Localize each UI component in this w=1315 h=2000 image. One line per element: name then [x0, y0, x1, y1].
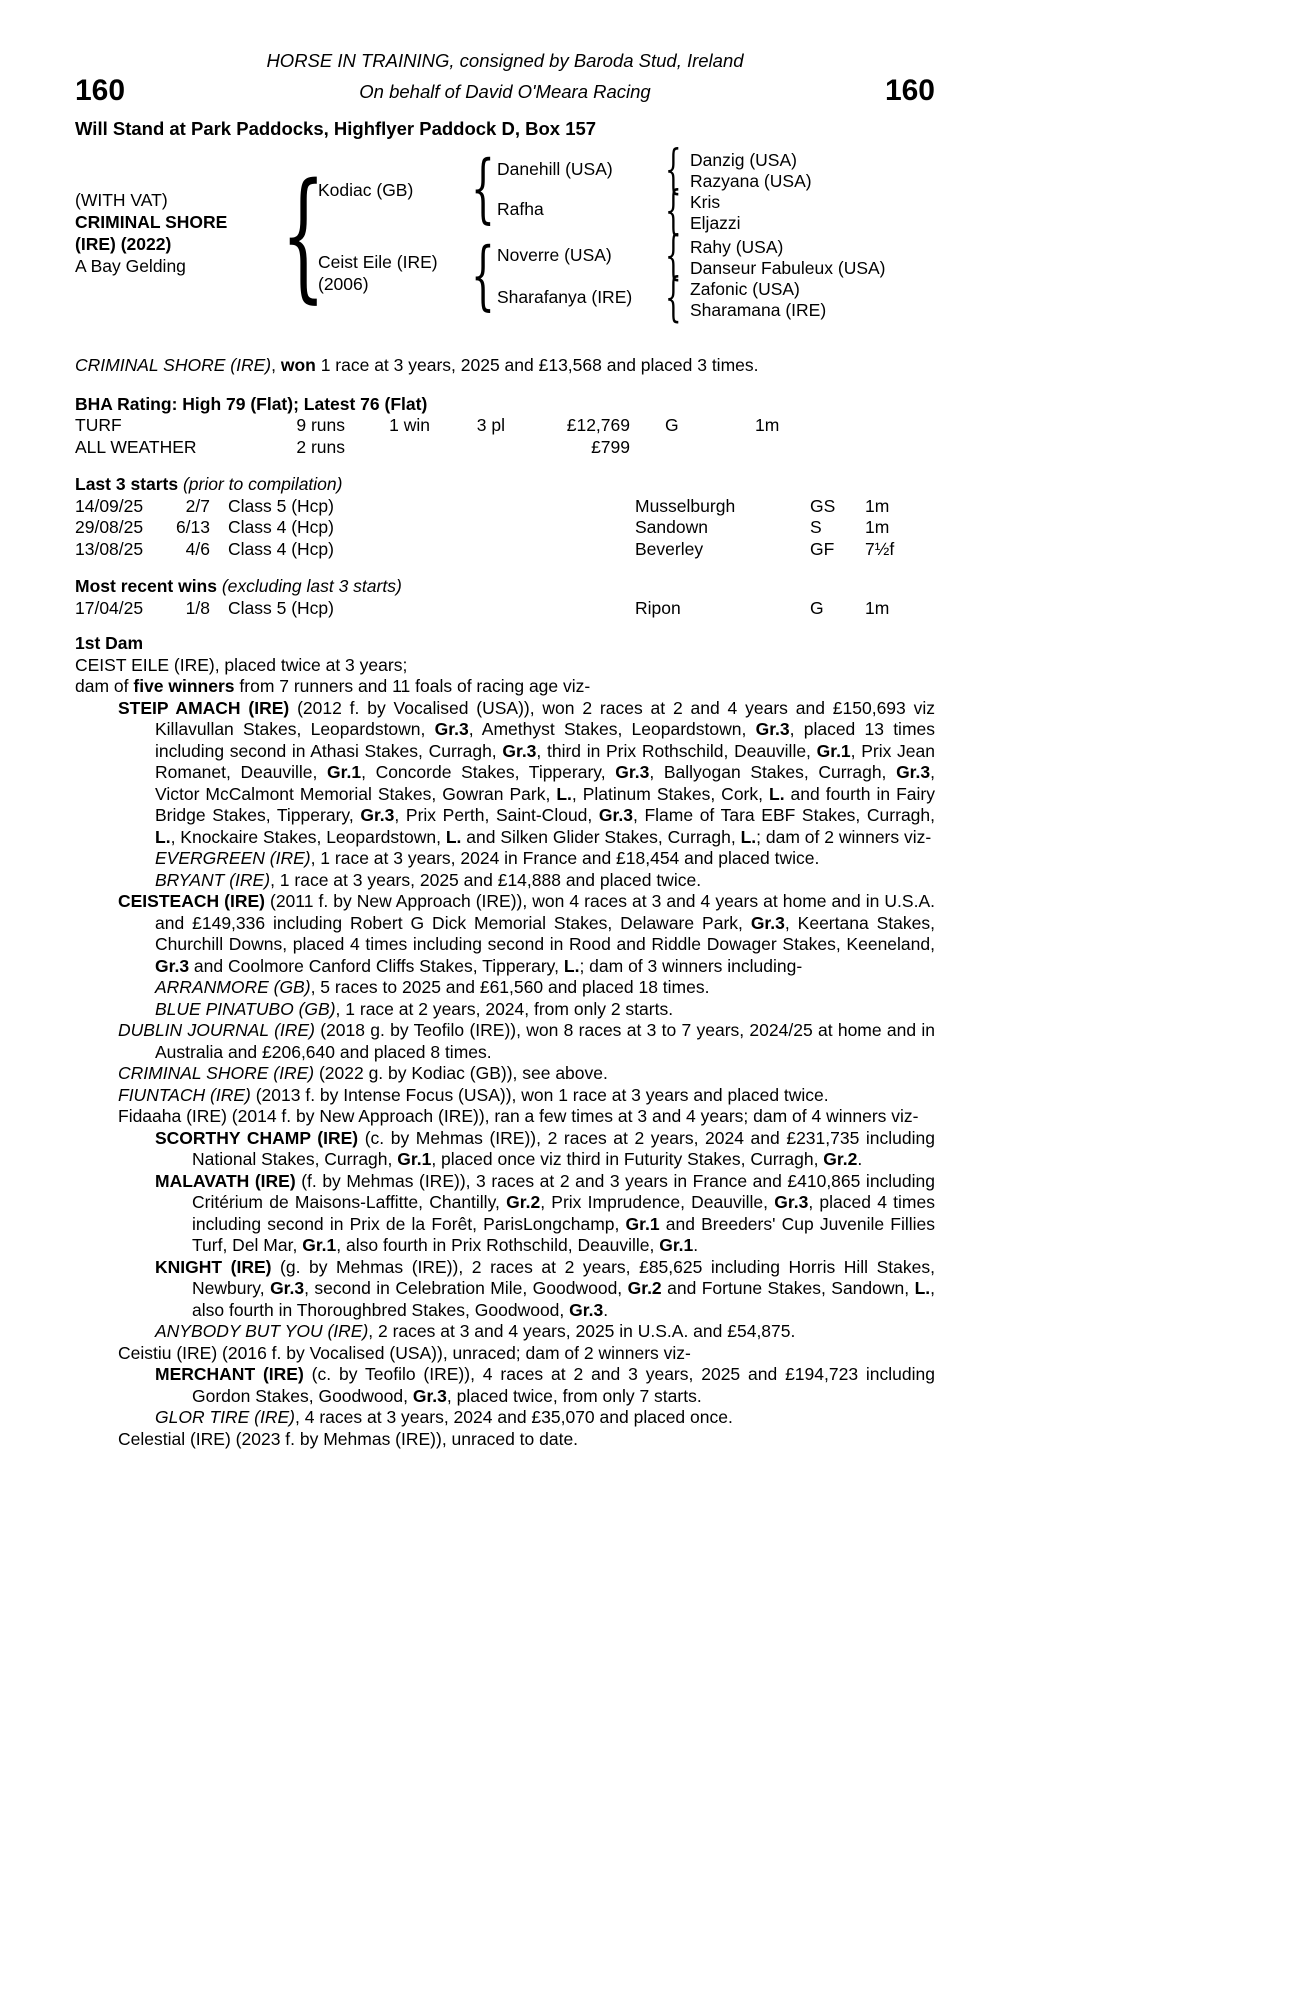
horse-name: CRIMINAL SHORE: [75, 212, 228, 232]
pedigree-ancestor: Danseur Fabuleux (USA): [690, 258, 886, 278]
heading-title: Most recent wins: [75, 576, 217, 596]
wins-value: 1 win: [389, 415, 430, 435]
dam-paragraph: Ceistiu (IRE) (2016 f. by Vocalised (USA)), unraced; dam of 2 winners viz-: [118, 1342, 691, 1363]
going-value: G: [665, 415, 679, 435]
sire-dam: Rafha: [497, 199, 544, 219]
wins-value: [345, 437, 430, 459]
most-recent-wins-heading: [75, 576, 935, 598]
on-behalf-line: On behalf of David O'Meara Racing: [359, 80, 651, 102]
surface-label: ALL WEATHER: [75, 436, 197, 457]
start-date: 29/08/25: [75, 517, 144, 537]
pedigree-ancestor: Zafonic (USA): [690, 279, 800, 299]
dam-paragraph: Celestial (IRE) (2023 f. by Mehmas (IRE)), unraced to date.: [118, 1428, 579, 1449]
earnings-value: £799: [591, 436, 630, 457]
first-dam-heading: 1st Dam: [75, 633, 144, 653]
pedigree-ancestor: Rahy (USA): [690, 237, 784, 257]
dam-paragraph: dam of five winners from 7 runners and 11 foals of racing age viz-: [75, 676, 591, 696]
horse-suffix-year: (IRE) (2022): [75, 234, 172, 254]
start-distance: 1m: [865, 495, 890, 516]
start-date: 14/09/25: [75, 495, 144, 516]
places-value: [430, 437, 505, 459]
start-row: [75, 496, 935, 518]
runs-value: 2 runs: [296, 436, 345, 457]
pedigree-ancestor: Danzig (USA): [690, 150, 797, 170]
dam-paragraph: FIUNTACH (IRE) (2013 f. by Intense Focus (USA)), won 1 race at 3 years and placed twice.: [118, 1084, 829, 1105]
record-row-all-weather: [75, 437, 935, 459]
start-row: [75, 539, 935, 561]
spacer: [210, 517, 228, 539]
dam-sire: Noverre (USA): [497, 245, 612, 265]
start-class: Class 5 (Hcp): [228, 597, 334, 618]
pedigree-ancestor: Sharamana (IRE): [690, 300, 827, 320]
distance-value: [755, 437, 935, 459]
distance-value: 1m: [755, 415, 780, 435]
earnings-value: £12,769: [566, 415, 630, 435]
start-position: 2/7: [185, 495, 210, 516]
start-going: G: [810, 597, 824, 618]
start-class: Class 4 (Hcp): [228, 538, 334, 559]
vat-note: (WITH VAT): [75, 190, 168, 210]
start-course: Ripon: [635, 597, 681, 618]
pedigree-ancestor: Razyana (USA): [690, 171, 812, 191]
start-distance: 7½f: [865, 538, 895, 559]
pedigree-ancestor: Eljazzi: [690, 213, 741, 233]
pedigree-ancestor: Kris: [690, 192, 721, 212]
sire-name: Kodiac (GB): [318, 180, 414, 200]
dam-paragraph: Fidaaha (IRE) (2014 f. by New Approach (IRE)), ran a few times at 3 and 4 years; dam of 4 winners viz-: [118, 1106, 919, 1126]
start-position: 4/6: [185, 538, 210, 559]
first-dam-pedigree-text: [75, 655, 935, 1451]
consignor-line: HORSE IN TRAINING, consigned by Baroda Stud, Ireland: [266, 50, 744, 71]
dam-paragraph: MERCHANT (IRE) (c. by Teofilo (IRE)), 4 races at 2 and 3 years, 2025 and £194,723 including Gordon Stakes, Goodwood, Gr.3, placed twice, from only 7 starts.: [155, 1364, 935, 1406]
dam-paragraph: SCORTHY CHAMP (IRE) (c. by Mehmas (IRE)), 2 races at 2 years, 2024 and £231,735 including National Stakes, Curragh, Gr.1, placed once viz third in Futurity Stakes, Curragh, Gr.2.: [155, 1127, 935, 1169]
spacer: [210, 539, 228, 561]
lot-row: [75, 74, 935, 112]
start-course: Musselburgh: [635, 495, 736, 516]
start-distance: 1m: [865, 517, 890, 537]
start-course: Beverley: [635, 538, 704, 559]
spacer: [630, 415, 665, 437]
dam-paragraph: BLUE PINATUBO (GB), 1 race at 2 years, 2024, from only 2 starts.: [155, 998, 674, 1019]
lot-number-left: 160: [75, 73, 126, 107]
catalogue-page: [75, 50, 935, 1450]
dam-dam: Sharafanya (IRE): [497, 287, 633, 307]
heading-subtitle: (prior to compilation): [178, 474, 343, 494]
heading-subtitle: (excluding last 3 starts): [216, 576, 402, 596]
places-value: 3 pl: [476, 415, 505, 435]
dam-paragraph: CEISTEACH (IRE) (2011 f. by New Approach (IRE)), won 4 races at 3 and 4 years at home and in U.S.A. and £149,336 including Robert G Dick Memorial Stakes, Delaware Park, Gr.3, Keertana Stakes, Churchill Downs, placed 4 times including second in Rood and Riddle Dowager Stakes, Keeneland, Gr.3 and Coolmore Canford Cliffs Stakes, Tipperary, L.; dam of 3 winners including-: [118, 891, 935, 976]
dam-paragraph: ARRANMORE (GB), 5 races to 2025 and £61,560 and placed 18 times.: [155, 977, 710, 997]
dam-paragraph: BRYANT (IRE), 1 race at 3 years, 2025 and £14,888 and placed twice.: [155, 869, 702, 890]
horse-description: A Bay Gelding: [75, 256, 186, 276]
last-3-starts-heading: [75, 474, 935, 496]
win-row: [75, 598, 935, 620]
runs-value: 9 runs: [296, 415, 345, 435]
start-course: Sandown: [635, 517, 708, 537]
start-position: 1/8: [185, 597, 210, 618]
start-row: [75, 517, 935, 539]
dam-paragraph: STEIP AMACH (IRE) (2012 f. by Vocalised (USA)), won 2 races at 2 and 4 years and £150,693 viz Killavullan Stakes, Leopardstown, Gr.3, Amethyst Stakes, Leopardstown, Gr.3, placed 13 times including second in Athasi Stakes, Curragh, Gr.3, third in Prix Rothschild, Deauville, Gr.1, Prix Jean Romanet, Deauville, Gr.1, Concorde Stakes, Tipperary, Gr.3, Ballyogan Stakes, Curragh, Gr.3, Victor McCalmont Memorial Stakes, Gowran Park, L., Platinum Stakes, Cork, L. and fourth in Fairy Bridge Stakes, Tipperary, Gr.3, Prix Perth, Saint-Cloud, Gr.3, Flame of Tara EBF Stakes, Curragh, L., Knockaire Stakes, Leopardstown, L. and Silken Glider Stakes, Curragh, L.; dam of 2 winners viz-: [118, 697, 936, 847]
spacer: [210, 496, 228, 518]
dam-paragraph: CRIMINAL SHORE (IRE) (2022 g. by Kodiac (GB)), see above.: [118, 1063, 608, 1083]
start-position: 6/13: [175, 517, 210, 537]
start-distance: 1m: [865, 597, 890, 618]
start-going: GF: [810, 538, 835, 559]
start-date: 13/08/25: [75, 538, 144, 559]
start-date: 17/04/25: [75, 597, 144, 618]
going-value: [665, 437, 755, 459]
dam-paragraph: GLOR TIRE (IRE), 4 races at 3 years, 2024 and £35,070 and placed once.: [155, 1407, 733, 1427]
stand-location-line: Will Stand at Park Paddocks, Highflyer Paddock D, Box 157: [75, 117, 597, 139]
spacer: [210, 598, 228, 620]
bha-rating-heading: BHA Rating: High 79 (Flat); Latest 76 (Flat): [75, 393, 428, 414]
lot-number-right: 160: [884, 73, 935, 107]
start-class: Class 4 (Hcp): [228, 517, 334, 537]
dam-paragraph: CEIST EILE (IRE), placed twice at 3 years;: [75, 654, 408, 675]
heading-title: Last 3 starts: [75, 474, 179, 494]
dam-paragraph: MALAVATH (IRE) (f. by Mehmas (IRE)), 3 races at 2 and 3 years in France and £410,865 including Critérium de Maisons-Laffitte, Chantilly, Gr.2, Prix Imprudence, Deauville, Gr.3, placed 4 times including second in Prix de la Forêt, ParisLongchamp, Gr.1 and Breeders' Cup Juvenile Fillies Turf, Del Mar, Gr.1, also fourth in Prix Rothschild, Deauville, Gr.1.: [155, 1170, 936, 1255]
dam-paragraph: EVERGREEN (IRE), 1 race at 3 years, 2024 in France and £18,454 and placed twice.: [155, 848, 820, 868]
dam-paragraph: ANYBODY BUT YOU (IRE), 2 races at 3 and 4 years, 2025 in U.S.A. and £54,875.: [155, 1321, 796, 1341]
sire-sire: Danehill (USA): [497, 159, 613, 179]
pedigree-tree: [75, 147, 935, 329]
dam-paragraph: DUBLIN JOURNAL (IRE) (2018 g. by Teofilo (IRE)), won 8 races at 3 to 7 years, 2024/25 at home and in Australia and £206,640 and placed 8 times.: [118, 1020, 935, 1062]
start-going: GS: [810, 495, 836, 516]
start-class: Class 5 (Hcp): [228, 495, 334, 516]
dam-paragraph: KNIGHT (IRE) (g. by Mehmas (IRE)), 2 races at 2 years, £85,625 including Horris Hill Stakes, Newbury, Gr.3, second in Celebration Mile, Goodwood, Gr.2 and Fortune Stakes, Sandown, L., also fourth in Thoroughbred Stakes, Goodwood, Gr.3.: [155, 1256, 935, 1320]
surface-label: TURF: [75, 415, 122, 435]
race-record-summary: CRIMINAL SHORE (IRE), won 1 race at 3 years, 2025 and £13,568 and placed 3 times.: [75, 355, 759, 375]
start-going: S: [810, 517, 822, 537]
dam-name: Ceist Eile (IRE): [318, 252, 438, 272]
spacer: [630, 437, 665, 459]
dam-year: (2006): [318, 274, 369, 294]
record-row-turf: [75, 415, 935, 437]
